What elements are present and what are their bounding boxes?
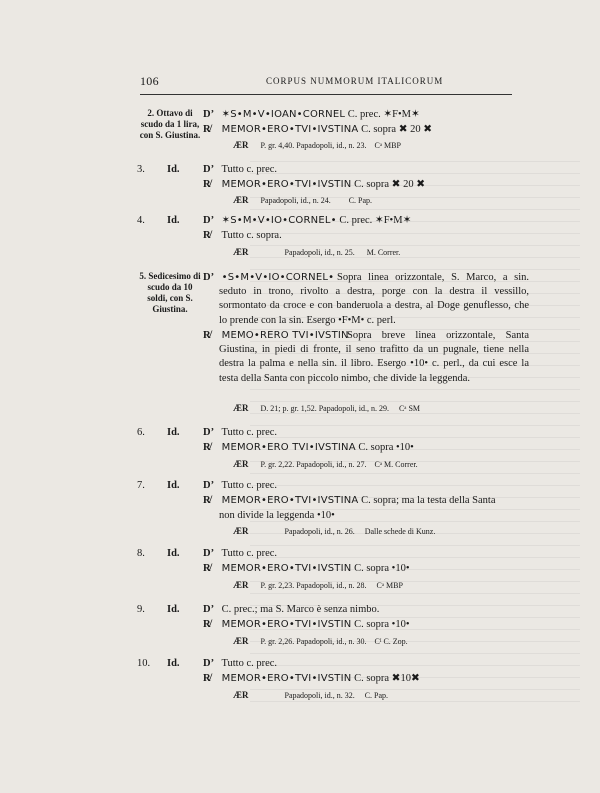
reverse-line: R̸ MEMO•RERO TVI•IVSTIN — [203, 330, 349, 341]
reference-line: ÆR Papadopoli, id., n. 25. M. Correr. — [233, 247, 401, 257]
obverse-text: Sopra linea orizzontale, S. Marco, a sin. seduto in trono, rivolto a destra, porge con la destra il vessillo, sormontato da croce e con banderuola a destra, al Doge genuflesso, che lo prende con la sin. Esergo •F•M• c. perl. — [219, 272, 529, 326]
reverse-line: R̸ MEMOR•ERO•TVI•IVSTINA C. sopra; ma la testa della Santa — [203, 495, 496, 506]
obverse-legend: ✶S•M•V•IOAN•CORNEL — [221, 109, 346, 120]
reverse-line-cont: non divide la leggenda •10• — [219, 510, 335, 521]
obverse-line: D’ ✶S•M•V•IO•CORNEL• C. prec. ✶F•M✶ — [203, 215, 412, 226]
catalog-entry-5 — [137, 271, 527, 416]
reverse-line: R̸ Tutto c. sopra. — [203, 230, 282, 241]
obverse-line: D’ Tutto c. prec. — [203, 658, 278, 669]
running-title: CORPUS NUMMORUM ITALICORUM — [266, 76, 444, 86]
reverse-desc: C. sopra ✖ 20 ✖ — [361, 124, 433, 135]
catalog-entry-4: 4. Id. D’ ✶S•M•V•IO•CORNEL• C. prec. ✶F•M✶ R̸ Tutto c. sopra. ÆR Papadopoli, id., n. 25. M. Correr. — [137, 214, 527, 260]
obverse-desc: C. prec. ✶F•M✶ — [347, 109, 420, 120]
reference-line: ÆR P. gr. 2,23. Papadopoli, id., n. 28. Cᵃ MBP — [233, 580, 403, 590]
page-number: 106 — [140, 74, 159, 88]
reference-line: ÆR Papadopoli, id., n. 32. C. Pap. — [233, 690, 389, 700]
header-rule — [140, 94, 512, 95]
obverse-line: D’ Tutto c. prec. — [203, 480, 278, 491]
obverse-line: D’ C. prec.; ma S. Marco è senza nimbo. — [203, 604, 380, 615]
reverse-line: R̸ MEMOR•ERO TVI•IVSTINA C. sopra •10• — [203, 442, 414, 453]
obverse-line: D’ Tutto c. prec. — [203, 427, 278, 438]
catalog-entry-6: 6. Id. D’ Tutto c. prec. R̸ MEMOR•ERO TVI•IVSTINA C. sopra •10• ÆR P. gr. 2,22. Papadopoli, id., n. 27. Cᵃ M. Correr. — [137, 426, 527, 472]
reference-line: ÆR Papadopoli, id., n. 26. Dalle schede di Kunz. — [233, 526, 436, 536]
reference-line: ÆR Papadopoli, id., n. 24. C. Pap. — [233, 195, 373, 205]
catalog-entry-9: 9. Id. D’ C. prec.; ma S. Marco è senza nimbo. R̸ MEMOR•ERO•TVI•IVSTIN C. sopra •10• ÆR P. gr. 2,26. Papadopoli, id., n. 30. Cᴵ C. Zop. — [137, 603, 527, 649]
reverse-line: R̸ MEMOR•ERO•TVI•IVSTIN C. sopra •10• — [203, 619, 410, 630]
obverse-line: D’ Tutto c. prec. — [203, 164, 278, 175]
reference-line: ÆR P. gr. 2,22. Papadopoli, id., n. 27. Cᵃ M. Correr. — [233, 459, 418, 469]
obverse-line: D’ Tutto c. prec. — [203, 548, 278, 559]
reverse-text: Sopra breve linea orizzontale, Santa Giustina, in piedi di fronte, il seno trafitto da un pugnale, tiene nella destra la palma e nella sin. il libro. Esergo •10• c. perl., da cui esce la testa della Santa con piccolo nimbo, che divide la leggenda. — [219, 330, 529, 384]
reverse-line: R̸ MEMOR•ERO•TVI•IVSTIN C. sopra •10• — [203, 563, 410, 574]
reverse-legend: MEMOR•ERO•TVI•IVSTINA — [221, 124, 359, 135]
catalog-entry-10: 10. Id. D’ Tutto c. prec. R̸ MEMOR•ERO•TVI•IVSTIN C. sopra ✖10✖ ÆR Papadopoli, id., n. 32. C. Pap. — [137, 657, 527, 703]
reference-line: ÆR D. 21; p. gr. 1,52. Papadopoli, id., n. 29. Cᵃ SM — [233, 403, 421, 413]
catalog-entry-3: 3. Id. D’ Tutto c. prec. R̸ MEMOR•ERO•TVI•IVSTIN C. sopra ✖ 20 ✖ ÆR Papadopoli, id., n. 24. C. Pap. — [137, 163, 527, 209]
catalog-entry-8: 8. Id. D’ Tutto c. prec. R̸ MEMOR•ERO•TVI•IVSTIN C. sopra •10• ÆR P. gr. 2,23. Papadopoli, id., n. 28. Cᵃ MBP — [137, 547, 527, 593]
reference-line: ÆR P. gr. 2,26. Papadopoli, id., n. 30. Cᴵ C. Zop. — [233, 636, 408, 646]
obverse-line: D’ •S•M•V•IO•CORNEL• — [203, 272, 335, 283]
obverse-line: D’ ✶S•M•V•IOAN•CORNEL C. prec. ✶F•M✶ — [203, 109, 420, 120]
reverse-line: R̸ MEMOR•ERO•TVI•IVSTIN C. sopra ✖ 20 ✖ — [203, 179, 426, 190]
catalog-entry-2 — [137, 108, 527, 152]
reverse-line: R̸ MEMOR•ERO•TVI•IVSTINA C. sopra ✖ 20 ✖ — [203, 124, 433, 135]
catalog-entry-7: 7. Id. D’ Tutto c. prec. R̸ MEMOR•ERO•TVI•IVSTINA C. sopra; ma la testa della Santa non divide la leggenda •10• ÆR Papadopoli, id., n. 26. Dalle schede di Kunz. — [137, 479, 527, 539]
reference-line: ÆR P. gr. 4,40. Papadopoli, id., n. 23. Cᵃ MBP — [233, 140, 401, 150]
entry-description: 5. Sedicesimo di scudo da 10 soldi, con S. Giustina. — [139, 271, 201, 314]
entry-description: 2. Ottavo di scudo da 1 lira, con S. Giustina. — [139, 108, 201, 140]
reverse-line: R̸ MEMOR•ERO•TVI•IVSTIN C. sopra ✖10✖ — [203, 673, 420, 684]
